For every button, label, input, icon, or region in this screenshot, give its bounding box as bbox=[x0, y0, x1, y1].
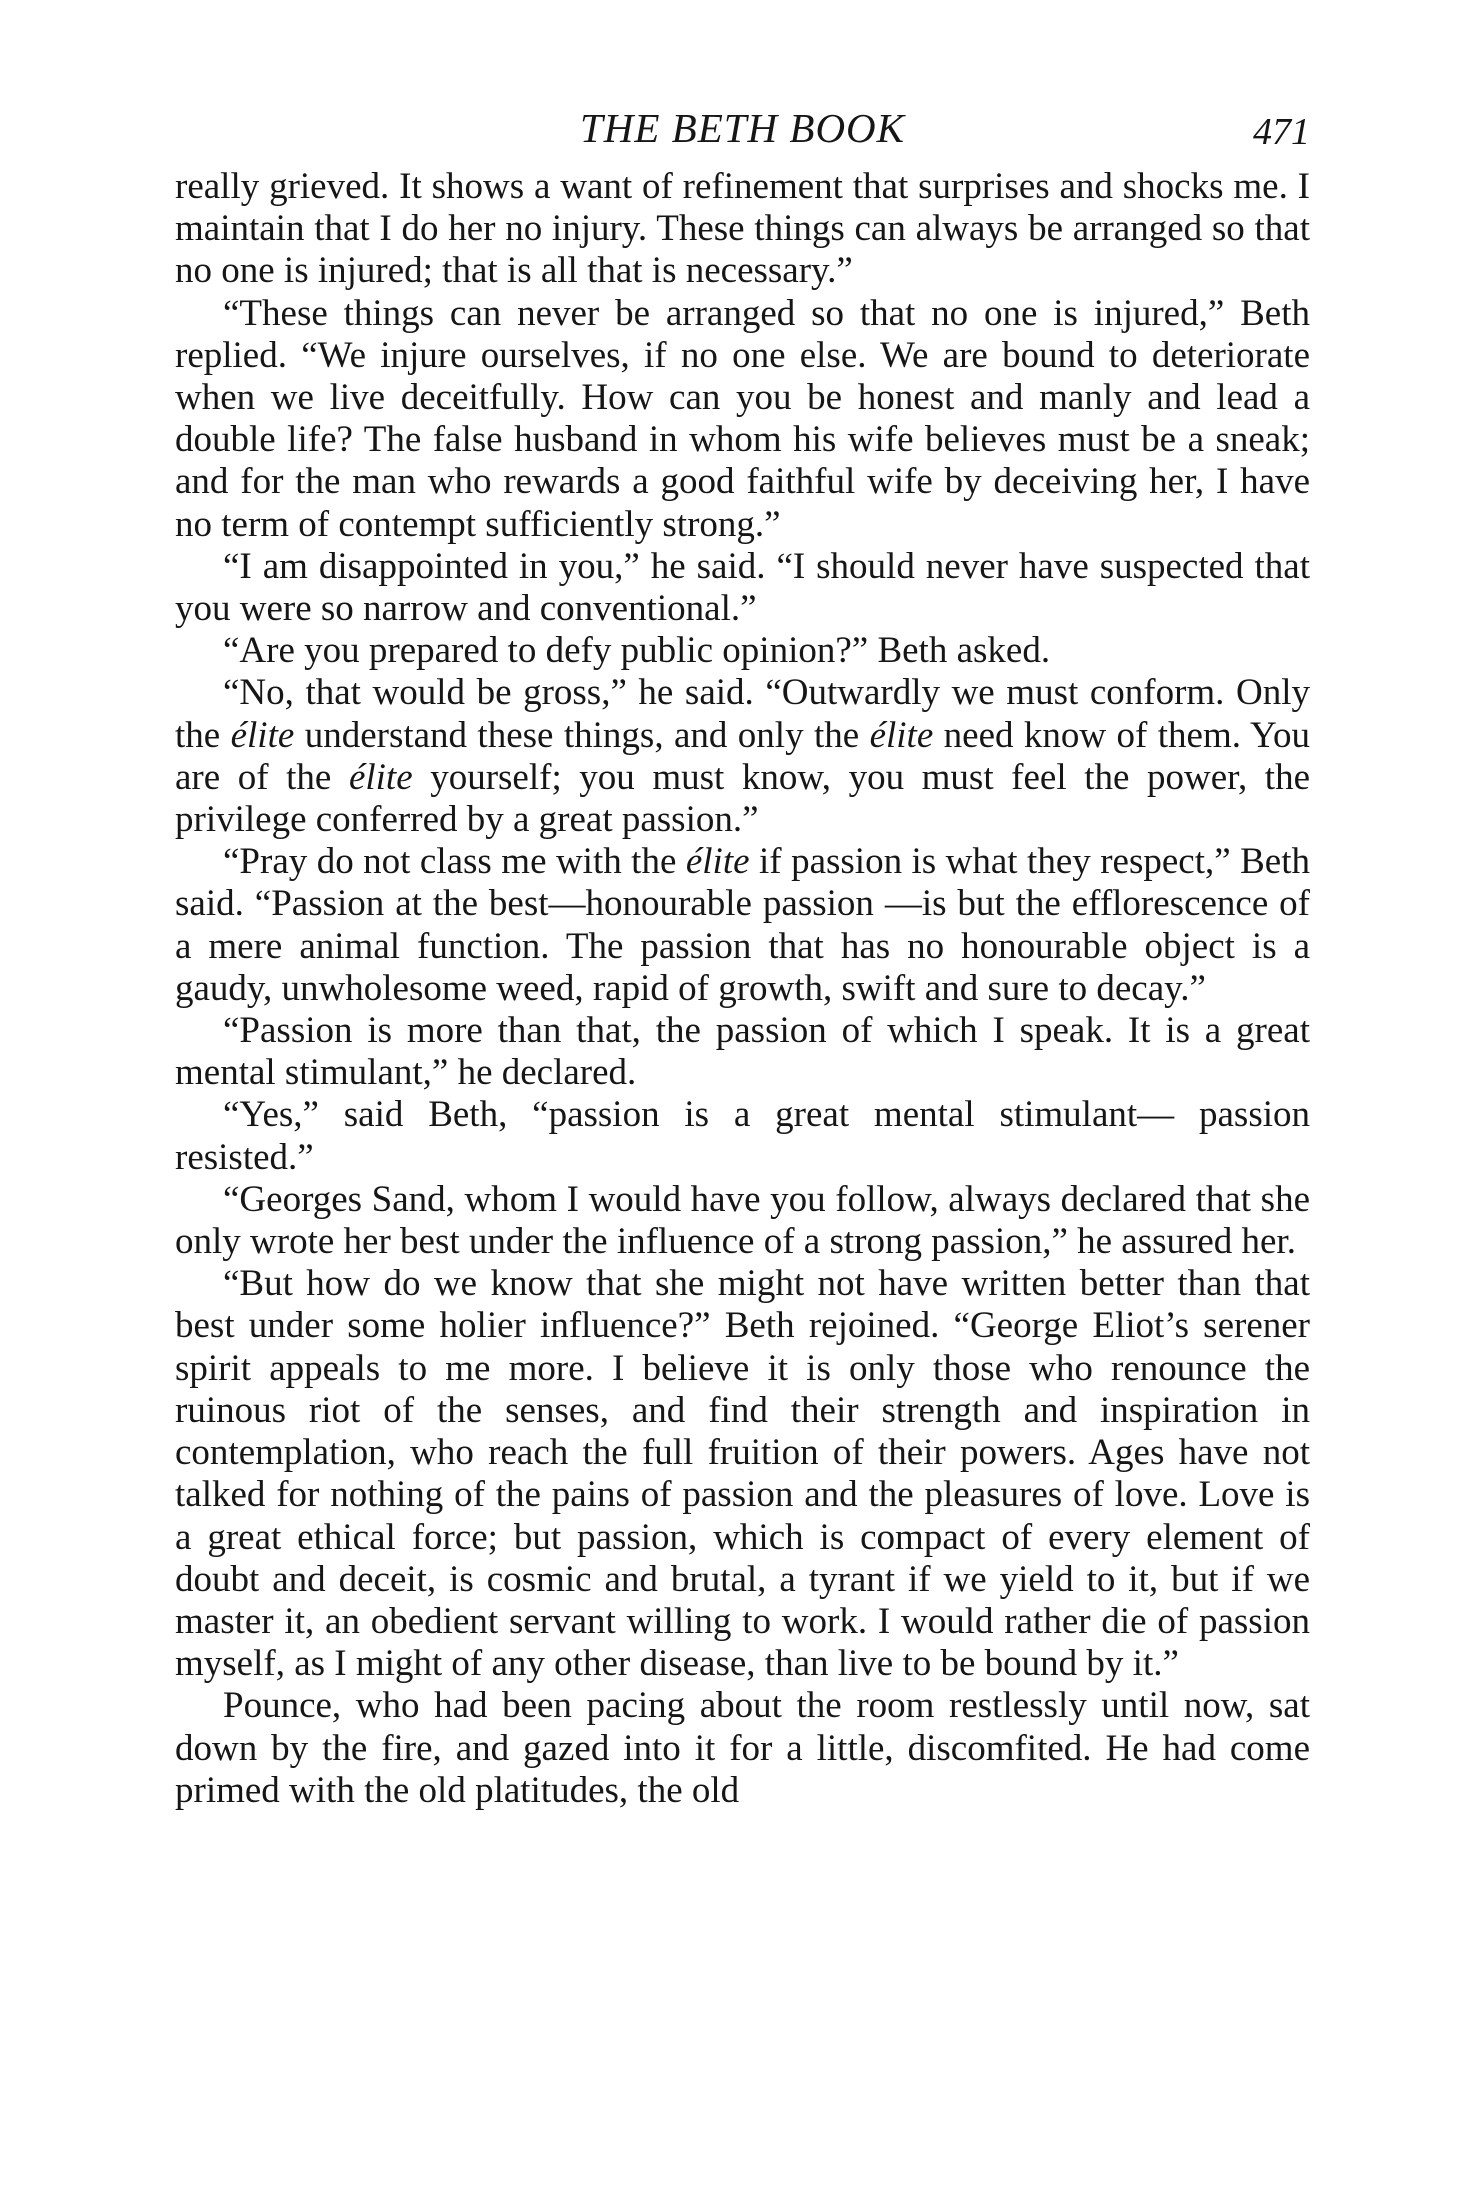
paragraph: “But how do we know that she might not have written better than that best under some holier influence?” Beth rejoined. “George Eliot’s serener spirit appeals to me more. I believe it is only those who renounce the ruinous riot of the senses, and find their strength and inspiration in contemplation, who reach the full fruition of their powers. Ages have not talked for nothing of the pains of passion and the pleasures of love. Love is a great ethical force; but passion, which is compact of every element of doubt and deceit, is cosmic and brutal, a tyrant if we yield to it, but if we master it, an obedient servant willing to work. I would rather die of passion myself, as I might of any other disease, than live to be bound by it.” bbox=[175, 1263, 1310, 1685]
paragraph: “No, that would be gross,” he said. “Outwardly we must conform. Only the élite understand these things, and only the élite need know of them. You are of the élite yourself; you must know, you must feel the power, the privilege conferred by a great passion.” bbox=[175, 672, 1311, 841]
paragraph: really grieved. It shows a want of refinement that surprises and shocks me. I maintain that I do her no injury. These things can always be arranged so that no one is injured; that is all that is necessary.” bbox=[175, 166, 1310, 292]
page-number: 471 bbox=[1253, 111, 1310, 153]
paragraph: Pounce, who had been pacing about the room restlessly until now, sat down by the fire, and gazed into it for a little, discomfited. He had come primed with the old platitudes, the old bbox=[175, 1685, 1310, 1811]
running-title: THE BETH BOOK bbox=[579, 105, 906, 151]
page-header bbox=[175, 100, 1310, 156]
body-text bbox=[175, 166, 1310, 1812]
paragraph: “Pray do not class me with the élite if passion is what they respect,” Beth said. “Passion at the best—honourable passion —is but the efflorescence of a mere animal function. The passion that has no honourable object is a gaudy, unwholesome weed, rapid of growth, swift and sure to decay.” bbox=[175, 841, 1310, 1009]
paragraph: “I am disappointed in you,” he said. “I should never have suspected that you were so narrow and conventional.” bbox=[175, 545, 1310, 630]
paragraph: “Passion is more than that, the passion of which I speak. It is a great mental stimulant,” he declared. bbox=[175, 1010, 1310, 1094]
book-page bbox=[175, 100, 1310, 1812]
paragraph: “Are you prepared to defy public opinion?” Beth asked. bbox=[223, 630, 1051, 672]
paragraph: “These things can never be arranged so that no one is injured,” Beth replied. “We injure ourselves, if no one else. We are bound to deteriorate when we live deceitfully. How can you be honest and manly and lead a double life? The false husband in whom his wife believes must be a sneak; and for the man who rewards a good faithful wife by deceiving her, I have no term of contempt sufficiently strong.” bbox=[175, 292, 1310, 545]
paragraph: “Yes,” said Beth, “passion is a great mental stimulant— passion resisted.” bbox=[175, 1094, 1310, 1178]
paragraph: “Georges Sand, whom I would have you follow, always declared that she only wrote her best under the influence of a strong passion,” he assured her. bbox=[175, 1178, 1310, 1263]
